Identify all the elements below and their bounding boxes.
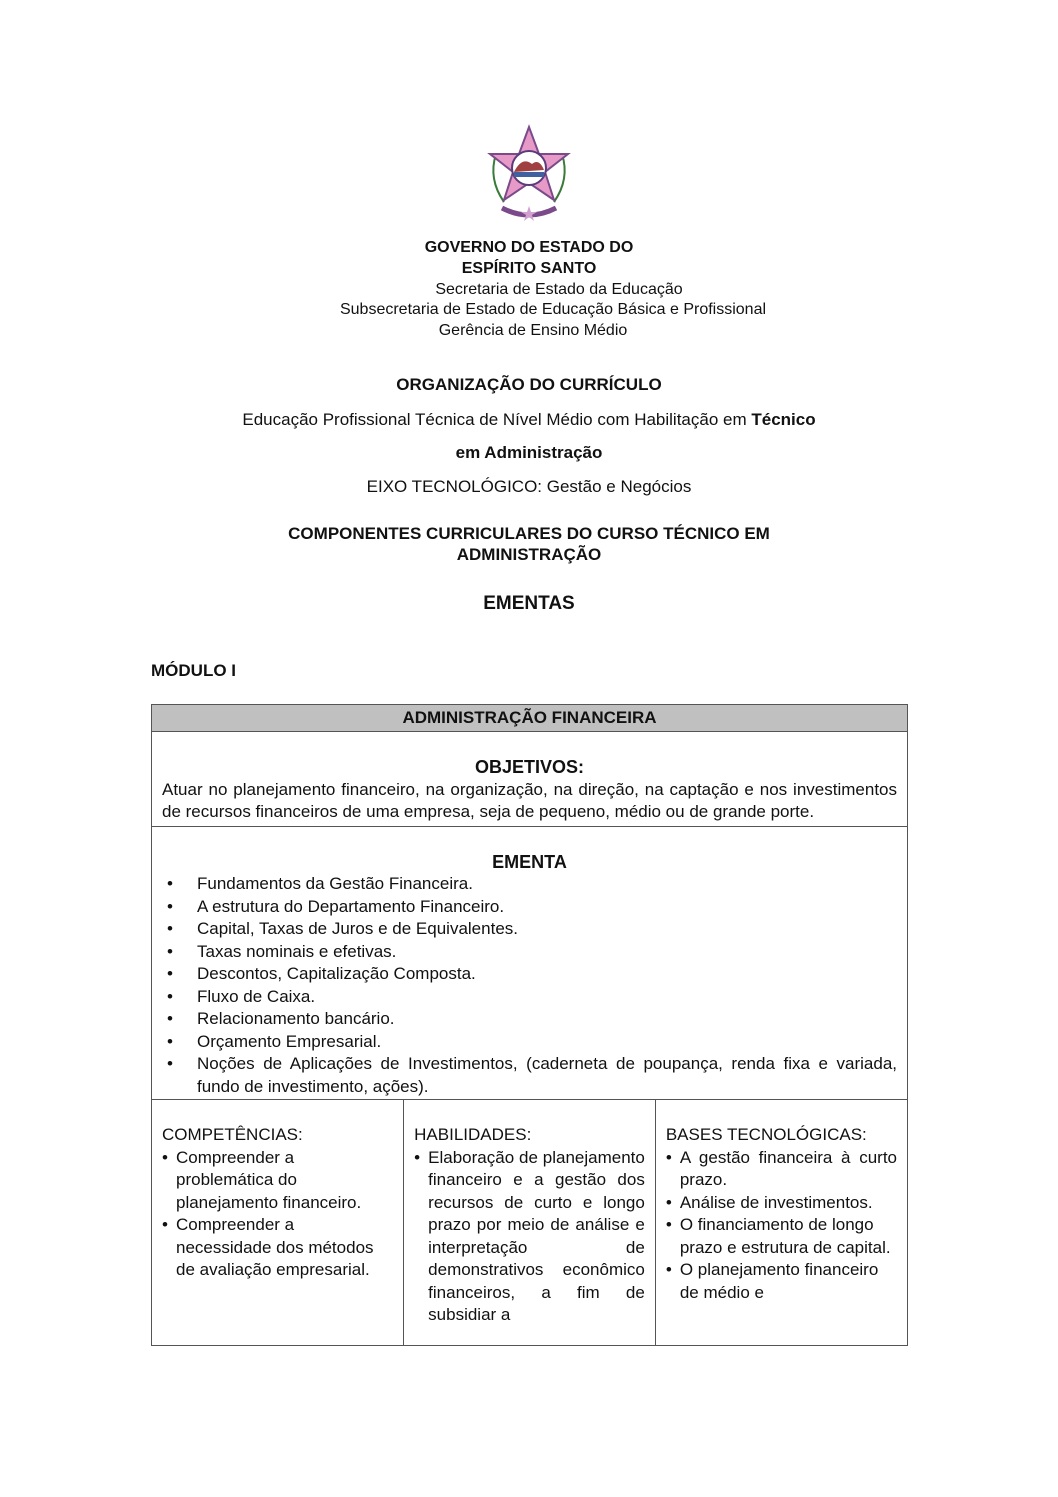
list-item: • Descontos, Capitalização Composta. (197, 963, 897, 986)
list-item: • Orçamento Empresarial. (197, 1031, 897, 1054)
course-table (151, 704, 908, 1346)
list-item: • Fundamentos da Gestão Financeira. (197, 873, 897, 896)
edu-line-2: em Administração (455, 443, 603, 462)
list-item: • Capital, Taxas de Juros e de Equivalentes. (197, 918, 897, 941)
competencias-cell (152, 1100, 404, 1346)
list-item: • Noções de Aplicações de Investimentos, (caderneta de poupança, renda fixa e variada, fundo de investimento, ações). (197, 1053, 897, 1098)
table-heading: ADMINISTRAÇÃO FINANCEIRA (152, 705, 908, 732)
base-item: • O planejamento financeiro de médio e (666, 1259, 897, 1304)
subsecretaria-line: Subsecretaria de Estado de Educação Básica e Profissional (339, 301, 767, 318)
bases-title: BASES TECNOLÓGICAS: (665, 1125, 867, 1144)
ementa-cell (152, 826, 908, 1100)
objetivos-cell (152, 732, 908, 827)
ementas-heading: EMENTAS (483, 593, 575, 614)
base-item: • A gestão financeira à curto prazo. (666, 1147, 897, 1192)
list-item: • Relacionamento bancário. (197, 1008, 897, 1031)
habilidades-title: HABILIDADES: (414, 1125, 532, 1144)
list-item: • Fluxo de Caixa. (197, 986, 897, 1009)
competencias-title: COMPETÊNCIAS: (162, 1125, 303, 1144)
eixo-line: EIXO TECNOLÓGICO: Gestão e Negócios (366, 477, 692, 496)
competencia-item: • Compreender a problemática do planejamento financeiro. (162, 1147, 393, 1215)
gov-line-1: GOVERNO DO ESTADO DO (424, 239, 634, 256)
edu-prefix: Educação Profissional Técnica de Nível Médio com Habilitação em (242, 410, 752, 429)
habilidades-cell (404, 1100, 656, 1346)
modulo-heading: MÓDULO I (151, 661, 236, 680)
gov-line-2: ESPÍRITO SANTO (461, 260, 597, 277)
ementa-title: EMENTA (492, 851, 567, 872)
secretaria-line: Secretaria de Estado da Educação (435, 281, 683, 298)
gerencia-line: Gerência de Ensino Médio (438, 322, 628, 339)
competencia-item: • Compreender a necessidade dos métodos de avaliação empresarial. (162, 1214, 393, 1282)
edu-line (0, 409, 1058, 430)
bases-cell (655, 1100, 907, 1346)
base-item: • O financiamento de longo prazo e estrutura de capital. (666, 1214, 897, 1259)
base-item: • Análise de investimentos. (666, 1192, 897, 1215)
list-item: • Taxas nominais e efetivas. (197, 941, 897, 964)
componentes-line-1: COMPONENTES CURRICULARES DO CURSO TÉCNICO EM (288, 524, 770, 543)
ementa-list (162, 873, 897, 1098)
org-title: ORGANIZAÇÃO DO CURRÍCULO (396, 375, 662, 394)
habilidade-item: • Elaboração de planejamento financeiro e a gestão dos recursos de curto e longo prazo por meio de análise e interpretação de demonstrativos econômico financeiros, a fim de subsidiar a (414, 1147, 645, 1327)
objetivos-text: Atuar no planejamento financeiro, na organização, na direção, na captação e nos investimentos de recursos financeiros de uma empresa, seja de pequeno, médio ou de grande porte. (162, 779, 897, 821)
state-coat-of-arms-seal (484, 124, 574, 222)
edu-bold-tecnico: Técnico (751, 410, 816, 429)
objetivos-title: OBJETIVOS: (474, 757, 585, 777)
list-item: • A estrutura do Departamento Financeiro. (197, 896, 897, 919)
componentes-line-2: ADMINISTRAÇÃO (456, 545, 602, 564)
